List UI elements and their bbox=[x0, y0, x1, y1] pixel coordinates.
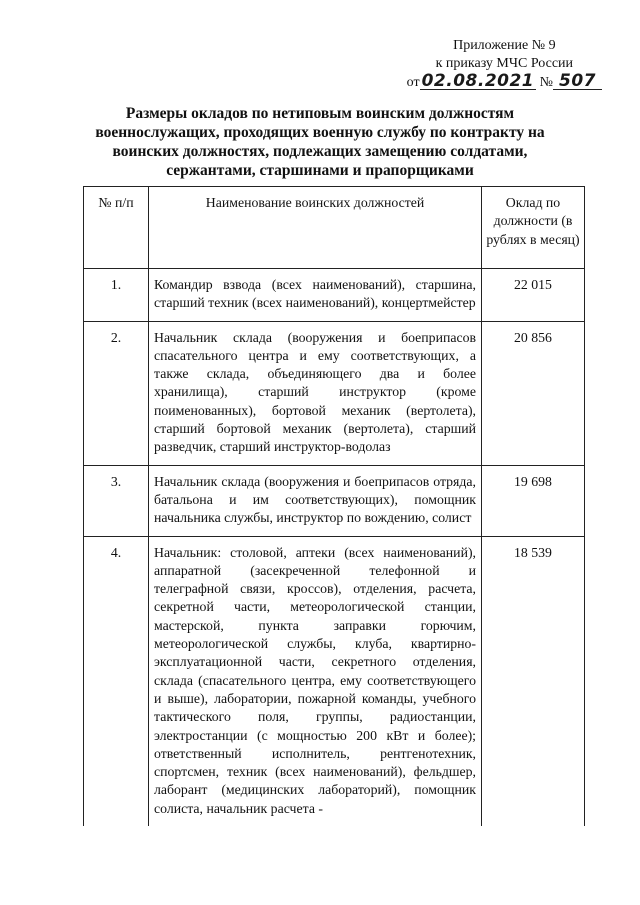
appendix-header bbox=[407, 37, 602, 92]
row-salary: 18 539 bbox=[482, 536, 585, 826]
salary-table bbox=[83, 186, 585, 826]
row-salary: 22 015 bbox=[482, 269, 585, 322]
row-salary: 20 856 bbox=[482, 321, 585, 465]
table-header-row bbox=[84, 187, 585, 269]
handwritten-number: 507 bbox=[553, 73, 602, 90]
document-title: Размеры окладов по нетиповым воинским должностям военнослужащих, проходящих военную службу по контракту на воинских должностях, подлежащих замещению солдатами, сержантами, старшинами и прапорщиками bbox=[95, 105, 545, 179]
row-position-name: Начальник склада (вооружения и боеприпасов отряда, батальона и им соответствующих), помощник начальника службы, инструктор по вождению, солист bbox=[149, 465, 482, 536]
row-number: 3. bbox=[84, 465, 149, 536]
row-number: 4. bbox=[84, 536, 149, 826]
order-reference: к приказу МЧС России bbox=[435, 56, 574, 71]
row-position-name: Начальник склада (вооружения и боеприпасов спасательного центра и ему соответствующих, а также склада, объединяющего два и более хранилища), старший инструктор (кроме поименованных), бортовой механик (вертолета), старший бортовой механик (вертолета), старший разведчик, старший инструктор-водолаз bbox=[149, 321, 482, 465]
handwritten-date: 02.08.2021 bbox=[421, 71, 535, 91]
row-position-name: Командир взвода (всех наименований), старшина, старший техник (всех наименований), концертмейстер bbox=[149, 269, 482, 322]
table-row bbox=[84, 269, 585, 322]
row-position-name: Начальник: столовой, аптеки (всех наименований), аппаратной (засекреченной телефонной и телеграфной связи, кроссов), отделения, расчета, секретной части, метеорологической станции, мастерской, пункта заправки горючим, метеорологической службы, клуба, квартирно-эксплуатационной части, секретного отделения, склада (спасательного центра, ему соответствующего и выше), лаборатории, пожарной команды, учебного тактического поля, группы, радиостанции, электростанции (с мощностью 200 кВт и более); ответственный исполнитель, рентгенотехник, спортсмен, техник (всех наименований), фельдшер, лаборант (медицинских лабораторий), помощник солиста, начальник расчета - bbox=[149, 536, 482, 826]
order-date-number bbox=[407, 73, 602, 92]
row-number: 2. bbox=[84, 321, 149, 465]
row-salary: 19 698 bbox=[482, 465, 585, 536]
appendix-label: Приложение № 9 bbox=[453, 38, 556, 53]
table-row bbox=[84, 465, 585, 536]
date-prefix: от bbox=[406, 75, 420, 90]
header-salary: Оклад по должности (в рублях в месяц) bbox=[482, 187, 585, 269]
table-row bbox=[84, 321, 585, 465]
header-position-name: Наименование воинских должностей bbox=[149, 187, 482, 269]
header-number: № п/п bbox=[84, 187, 149, 269]
row-number: 1. bbox=[84, 269, 149, 322]
table-row bbox=[84, 536, 585, 826]
number-prefix: № bbox=[539, 75, 553, 90]
